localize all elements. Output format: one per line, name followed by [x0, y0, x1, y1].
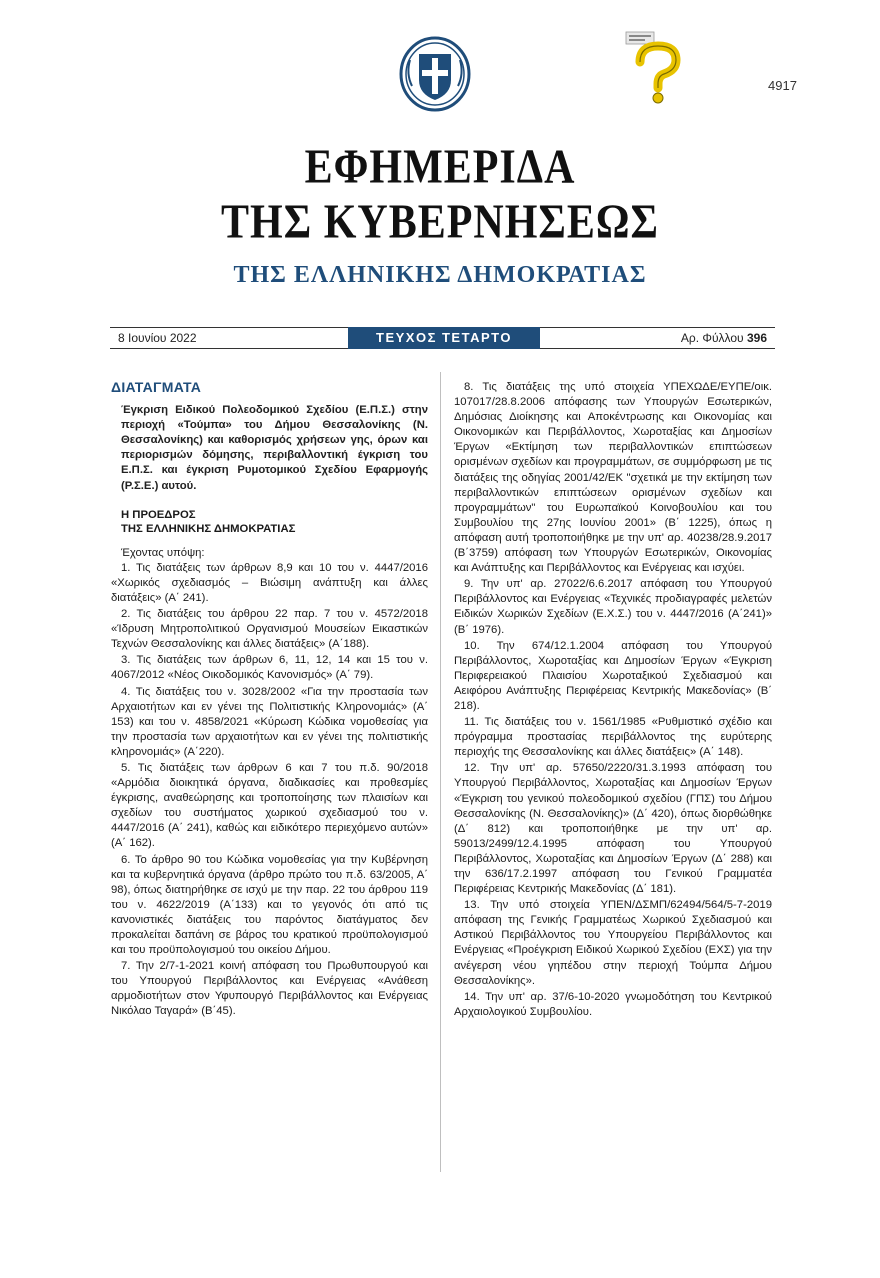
- legal-item: 11. Τις διατάξεις του ν. 1561/1985 «Ρυθμιστικό σχέδιο και πρόγραμμα προστασίας περιβάλλοντος της ευρύτερης περιοχής της Θεσσαλονίκης και άλλες διατάξεις» (Α΄ 148).: [454, 716, 772, 759]
- sheet-number: [681, 331, 767, 345]
- legal-item: 8. Τις διατάξεις της υπό στοιχεία ΥΠΕΧΩΔΕ/ΕΥΠΕ/οικ. 107017/28.8.2006 απόφασης των Υπουργών Εσωτερικών, Δημόσιας Διοίκησης και Αποκέντρωσης και Οικονομίας και Οικονομικών και Περιβάλλοντος, Χωροταξίας και Δημοσίων Έργων «Εκτίμηση των περιβαλλοντικών επιπτώσεων ορισμένων σχεδίων και προγραμμάτων, σε συμμόρφωση με τις διατάξεις της οδηγίας 2001/42/ΕΚ "σχετικά με την εκτίμηση των περιβαλλοντικών επιπτώσεων ορισμένων σχεδίων και προγραμμάτων" του Ευρωπαϊκού Κοινοβουλίου και του Συμβουλίου της 27ης Ιουνίου 2001» (Β΄ 1225), όπως η απόφαση αυτή τροποποιήθηκε με την υπ' αρ. 40238/28.9.2017 (Β΄3759) απόφαση των Υπουργών Εσωτερικών, Οικονομίας και Ανάπτυξης και Περιβάλλοντος και Ενέργειας και ισχύει.: [454, 381, 772, 575]
- legal-item: 2. Τις διατάξεις του άρθρου 22 παρ. 7 του ν. 4572/2018 «Ίδρυση Μητροπολιτικού Οργανισμού Μουσείων Εικαστικών Τεχνών Θεσσαλονίκης και άλλες διατάξεις» (Α΄188).: [111, 608, 428, 651]
- legal-item: 3. Τις διατάξεις των άρθρων 6, 11, 12, 14 και 15 του ν. 4067/2012 «Νέος Οικοδομικός Κανονισμός» (Α΄ 79).: [111, 654, 428, 682]
- decree-title: Έγκριση Ειδικού Πολεοδομικού Σχεδίου (Ε.Π.Σ.) στην περιοχή «Τούμπα» του Δήμου Θεσσαλονίκης (Ν. Θεσσαλονίκης) και καθορισμός χρήσεων γης, όρων και περιορισμών δόμησης, περιβαλλοντική έγκριση του Ε.Π.Σ. και έγκριση Ρυμοτομικού Σχεδίου Εφαρμογής (Ρ.Σ.Ε.) αυτού.: [121, 404, 428, 492]
- president-line1: Η ΠΡΟΕΔΡΟΣ: [121, 508, 196, 521]
- president-line2: ΤΗΣ ΕΛΛΗΝΙΚΗΣ ΔΗΜΟΚΡΑΤΙΑΣ: [121, 522, 296, 535]
- sheet-label: Αρ. Φύλλου: [680, 331, 744, 345]
- legal-item: 13. Την υπό στοιχεία ΥΠΕΝ/ΔΣΜΠ/62494/564/5-7-2019 απόφαση της Γενικής Γραμματέως Χωρικού Σχεδιασμού και Αστικού Περιβάλλοντος του Υπουργείου Περιβάλλοντος και Ενέργειας «Προέγκριση Ειδικού Χωρικού Σχεδίου (ΕΧΣ) για την ανέγερση νέου γηπέδου στην περιοχή Τούμπα Δήμου Θεσσαλονίκης».: [454, 899, 772, 987]
- legal-item: 9. Την υπ' αρ. 27022/6.6.2017 απόφαση του Υπουργού Περιβάλλοντος και Ενέργειας «Τεχνικές προδιαγραφές μελετών Ειδικών Χωρικών Σχεδίων (Ε.Χ.Σ.) του ν. 4447/2016 (Α΄241)» (Β΄ 1976).: [454, 578, 772, 636]
- legal-item: 1. Τις διατάξεις των άρθρων 8,9 και 10 του ν. 4447/2016 «Χωρικός σχεδιασμός – Βιώσιμη ανάπτυξη και άλλες διατάξεις» (Α΄ 241).: [111, 561, 428, 604]
- legal-item: 5. Τις διατάξεις των άρθρων 6 και 7 του π.δ. 90/2018 «Αρμόδια διοικητικά όργανα, διαδικασίες και προθεσμίες έγκρισης, αναθεώρησης και τροποποίησης των πλαισίων και σχεδίων του συστήματος χωρικού σχεδιασμού του ν. 4447/2016 (Α΄ 241), καθώς και ειδικότερο περιεχόμενο αυτών» (Α΄ 162).: [111, 761, 428, 850]
- gazette-subtitle: ΤΗΣ ΕΛΛΗΝΙΚΗΣ ΔΗΜΟΚΡΑΤΙΑΣ: [233, 262, 647, 288]
- right-column: [454, 380, 772, 1021]
- gazette-title-line1: ΕΦΗΜΕΡΙΔΑ: [304, 141, 576, 195]
- question-mark-logo-icon: [622, 28, 684, 104]
- page-number: 4917: [768, 78, 797, 93]
- legal-item: 6. Το άρθρο 90 του Κώδικα νομοθεσίας για την Κυβέρνηση και τα κυβερνητικά όργανα (άρθρο πρώτο του π.δ. 63/2005, Α΄ 98), όπως διατηρήθηκε σε ισχύ με την παρ. 22 του άρθρου 119 του ν. 4622/2019 (Α΄133) και το γεγονός ότι από τις κανονιστικές διατάξεις του παρόντος διατάγματος δεν προκαλείται δαπάνη σε βάρος του κρατικού προϋπολογισμού και του προϋπολογισμού του οικείου Δήμου.: [111, 853, 428, 957]
- section-heading: ΔΙΑΤΑΓΜΑΤΑ: [111, 379, 202, 395]
- column-divider: [440, 372, 441, 1172]
- whereas-line: Έχοντας υπόψη:: [121, 546, 205, 559]
- left-column: [111, 380, 428, 1021]
- issue-info-bar: [110, 327, 775, 349]
- legal-item: 14. Την υπ' αρ. 37/6-10-2020 γνωμοδότηση του Κεντρικού Αρχαιολογικού Συμβουλίου.: [454, 990, 772, 1018]
- greek-coat-of-arms-icon: [398, 36, 472, 112]
- president-heading: [111, 508, 428, 536]
- legal-item: 7. Την 2/7-1-2021 κοινή απόφαση του Πρωθυπουργού και του Υπουργού Περιβάλλοντος και Ενέργειας «Ανάθεση αρμοδιοτήτων στον Υφυπουργό Περιβάλλοντος και Ενέργειας Νικόλαο Ταγαρά» (Β΄45).: [111, 960, 428, 1018]
- gazette-title-line2: ΤΗΣ ΚΥΒΕΡΝΗΣΕΩΣ: [221, 196, 659, 250]
- issue-date: 8 Ιουνίου 2022: [118, 331, 197, 345]
- issue-type-badge: ΤΕΥΧΟΣ ΤΕΤΑΡΤΟ: [348, 327, 540, 349]
- legal-item: 12. Την υπ' αρ. 57650/2220/31.3.1993 απόφαση του Υπουργού Περιβάλλοντος, Χωροταξίας και Δημοσίων Έργων «Έγκριση του γενικού πολεοδομικού σχεδίου (ΓΠΣ) του Δήμου Θεσσαλονίκης (Ν. Θεσσαλονίκης)» (Δ΄ 420), όπως διορθώθηκε (Δ΄ 812) και τροποποιήθηκε με την υπ' αρ. 59013/2499/12.4.1995 απόφαση του Υπουργού Περιβάλλοντος, Χωροταξίας και Δημοσίων Έργων (Δ΄ 288) και την 636/17.2.1997 απόφαση του Γενικού Γραμματέα Περιφέρειας Κεντρικής Μακεδονίας (Δ΄ 181).: [454, 762, 772, 896]
- legal-item: 4. Τις διατάξεις του ν. 3028/2002 «Για την προστασία των Αρχαιοτήτων και εν γένει της Πολιτιστικής Κληρονομιάς» (Α΄ 153) και του ν. 4858/2021 «Κύρωση Κώδικα νομοθεσίας για την προστασία των αρχαιοτήτων και εν γένει της πολιτιστικής κληρονομιάς» (Α΄220).: [111, 685, 428, 758]
- legal-item: 10. Την 674/12.1.2004 απόφαση του Υπουργού Περιβάλλοντος, Χωροταξίας και Δημοσίων Έργων «Έγκριση Περιφερειακού Πλαισίου Χωροταξικού Σχεδιασμού και Αειφόρου Ανάπτυξης Περιφέρειας Κεντρικής Μακεδονίας» (Β΄ 218).: [454, 639, 772, 712]
- sheet-number-value: 396: [746, 331, 767, 345]
